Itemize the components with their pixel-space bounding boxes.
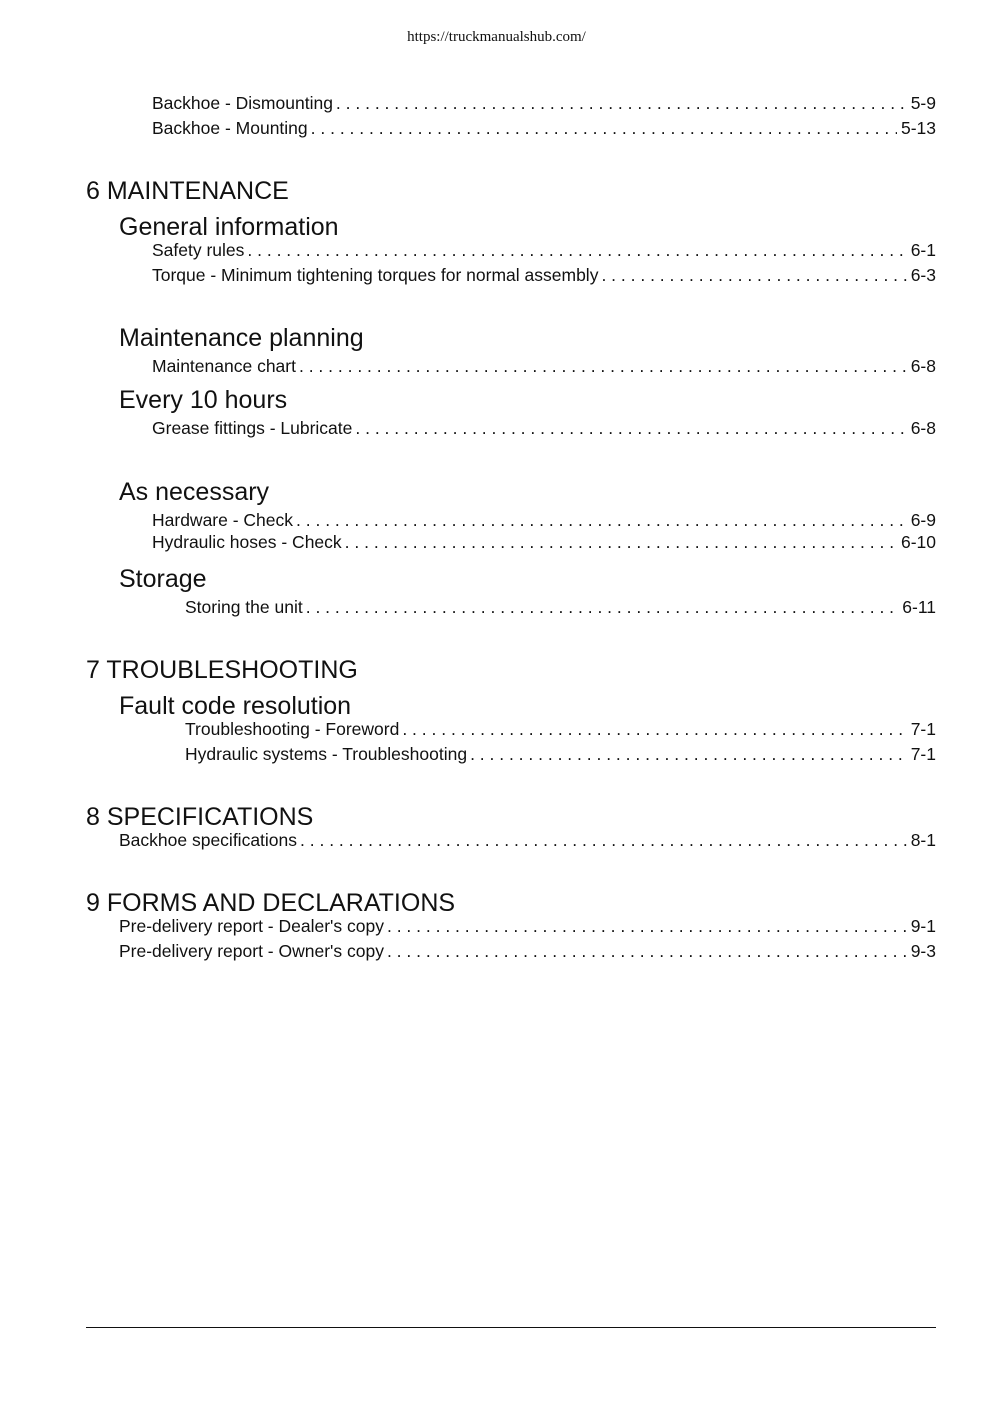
toc-entry-page: 7-1: [910, 744, 936, 764]
toc-entry-title: Maintenance chart: [152, 356, 296, 376]
toc-entry[interactable]: [152, 263, 936, 287]
toc-entry[interactable]: [152, 530, 936, 554]
toc-entry-page: 6-9: [910, 510, 936, 530]
dot-leader: [387, 914, 907, 938]
toc-entry-page: 5-9: [910, 93, 936, 113]
chapter-heading: 8 SPECIFICATIONS: [86, 803, 314, 831]
dot-leader: [247, 238, 906, 262]
dot-leader: [470, 742, 907, 766]
toc-entry[interactable]: [152, 416, 936, 440]
toc-entry-page: 6-1: [910, 240, 936, 260]
toc-entry-title: Storing the unit: [185, 597, 303, 617]
dot-leader: [355, 416, 906, 440]
toc-entry-page: 6-3: [910, 265, 936, 285]
toc-entry[interactable]: [119, 939, 936, 963]
dot-leader: [311, 116, 897, 140]
toc-entry[interactable]: [152, 91, 936, 115]
dot-leader: [306, 595, 899, 619]
toc-entry-title: Troubleshooting - Foreword: [185, 719, 400, 739]
toc-entry-title: Hydraulic hoses - Check: [152, 532, 342, 552]
toc-entry-page: 6-11: [902, 597, 936, 617]
toc-entry-title: Backhoe specifications: [119, 830, 298, 850]
toc-entry-page: 6-8: [910, 418, 936, 438]
dot-leader: [296, 508, 907, 532]
toc-entry-title: Torque - Minimum tightening torques for normal assembly: [152, 265, 599, 285]
toc-entry-page: 9-1: [910, 916, 936, 936]
toc-entry[interactable]: [119, 914, 936, 938]
toc-entry[interactable]: [152, 354, 936, 378]
toc-entry[interactable]: [119, 828, 936, 852]
section-heading: Fault code resolution: [119, 692, 352, 720]
toc-entry-title: Pre-delivery report - Dealer's copy: [119, 916, 384, 936]
toc-entry-page: 9-3: [910, 941, 936, 961]
toc-entry-page: 6-10: [900, 532, 936, 552]
toc-entry[interactable]: [185, 595, 936, 619]
chapter-heading: 7 TROUBLESHOOTING: [86, 656, 358, 684]
toc-entry[interactable]: [152, 116, 936, 140]
toc-entry[interactable]: [185, 742, 936, 766]
dot-leader: [387, 939, 907, 963]
toc-entry-page: 8-1: [910, 830, 936, 850]
toc-entry-page: 7-1: [910, 719, 936, 739]
toc-entry-page: 6-8: [910, 356, 936, 376]
header-url: https://truckmanualshub.com/: [407, 29, 586, 45]
toc-entry-title: Grease fittings - Lubricate: [152, 418, 353, 438]
dot-leader: [299, 354, 907, 378]
toc-entry-title: Hardware - Check: [152, 510, 294, 530]
dot-leader: [402, 717, 906, 741]
toc-entry[interactable]: [185, 717, 936, 741]
section-heading: As necessary: [119, 478, 270, 506]
section-heading: Maintenance planning: [119, 324, 364, 352]
dot-leader: [345, 530, 897, 554]
dot-leader: [336, 91, 907, 115]
toc-entry[interactable]: [152, 508, 936, 532]
chapter-heading: 9 FORMS AND DECLARATIONS: [86, 889, 456, 917]
dot-leader: [601, 263, 906, 287]
section-heading: Storage: [119, 565, 207, 593]
toc-entry-title: Safety rules: [152, 240, 245, 260]
section-heading: Every 10 hours: [119, 386, 288, 414]
chapter-heading: 6 MAINTENANCE: [86, 177, 289, 205]
toc-entry-title: Backhoe - Dismounting: [152, 93, 333, 113]
toc-entry[interactable]: [152, 238, 936, 262]
dot-leader: [300, 828, 907, 852]
toc-entry-title: Pre-delivery report - Owner's copy: [119, 941, 384, 961]
toc-entry-title: Hydraulic systems - Troubleshooting: [185, 744, 468, 764]
section-heading: General information: [119, 213, 339, 241]
footer-rule: [86, 1327, 936, 1328]
toc-entry-page: 5-13: [900, 118, 936, 138]
toc-entry-title: Backhoe - Mounting: [152, 118, 308, 138]
